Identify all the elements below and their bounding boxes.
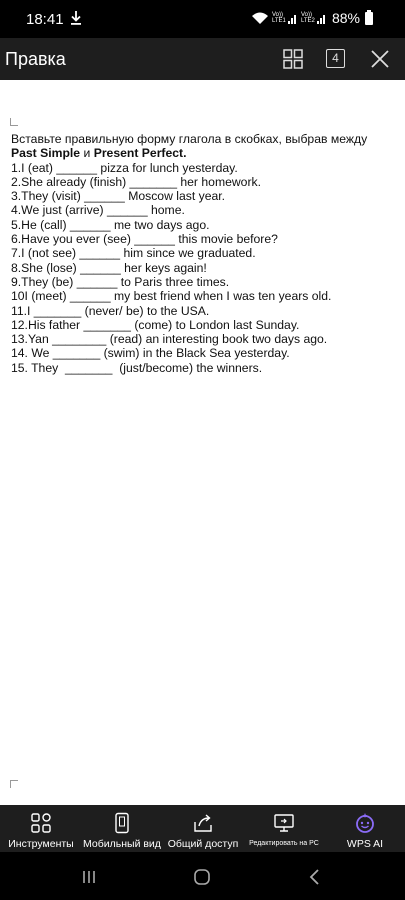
monitor-icon [273,812,295,834]
mobile-view-label: Мобильный вид [83,838,161,850]
instruction-line: Вставьте правильную форму глагола в скобках, выбрав между [11,132,368,146]
exercise-line: 13.Yan ________ (read) an interesting book two days ago. [11,332,328,347]
status-indicators [251,10,373,26]
exercise-line: 10I (meet) ______ my best friend when I was ten years old. [11,289,332,304]
mobile-view-button[interactable] [82,805,162,852]
sim1-signal [272,12,298,24]
instruction-tenses [11,146,396,160]
recent-apps-icon[interactable] [80,868,98,886]
document-page[interactable] [0,80,405,805]
edit-on-pc-label: Редактировать на PC [249,840,319,847]
tense-past-simple: Past Simple [11,146,81,161]
status-time: 18:41 [26,11,64,28]
page-corner-mark [10,780,18,788]
edit-on-pc-button[interactable] [244,805,324,852]
exercise-line: 4.We just (arrive) ______ home. [11,203,185,218]
wifi-icon [251,11,269,25]
wps-ai-button[interactable] [328,805,402,852]
exercise-line: 14. We _______ (swim) in the Black Sea yesterday. [11,346,290,361]
exercise-line: 9.They (be) ______ to Paris three times. [11,274,230,289]
share-icon [192,812,214,834]
page-corner-mark [10,118,18,126]
exercise-line: 15. They _______ (just/become) the winners. [11,360,263,375]
home-icon[interactable] [193,868,211,886]
sim1-volte: Vo)) [271,12,283,18]
exercise-line: 11.I _______ (never/ be) to the USA. [11,303,210,318]
document-text[interactable] [11,132,396,375]
sim2-label: LTE2 [300,18,315,24]
exercise-line: 7.I (not see) ______ him since we graduated. [11,246,256,261]
close-icon[interactable] [368,47,392,71]
mobile-view-icon [111,812,133,834]
tools-label: Инструменты [8,838,74,850]
signal-bars-icon [288,12,298,24]
grid-view-icon[interactable] [281,47,305,71]
back-icon[interactable] [306,868,324,886]
exercise-line: 2.She already (finish) _______ her homework. [11,174,261,189]
download-icon [70,10,82,26]
tense-end: . [183,146,187,161]
sim1-label: LTE1 [271,18,286,24]
sim2-signal [301,12,327,24]
exercise-line: 3.They (visit) ______ Moscow last year. [11,189,226,204]
tense-conjunction: и [80,146,94,161]
signal-bars-icon [317,12,327,24]
wps-ai-label: WPS AI [346,838,384,850]
share-label: Общий доступ [167,838,239,850]
exercise-line: 12.His father _______ (come) to London last Sunday. [11,317,300,332]
battery-percent: 88% [331,10,360,26]
bottom-toolbar [0,805,405,852]
tense-present-perfect: Present Perfect [93,146,184,161]
wps-ai-icon [354,812,376,834]
share-button[interactable] [164,805,242,852]
page-count-button[interactable]: 4 [326,49,345,68]
app-header [0,38,405,80]
status-bar [0,0,405,38]
exercise-line: 8.She (lose) ______ her keys again! [11,260,207,275]
tools-button[interactable] [2,805,80,852]
exercise-line: 1.I (eat) ______ pizza for lunch yesterday. [11,160,238,175]
exercise-line: 6.Have you ever (see) ______ this movie before? [11,232,278,247]
page-title: Правка [5,49,66,69]
tools-icon [30,812,52,834]
system-nav-bar [0,852,405,900]
sim2-volte: Vo)) [300,12,312,18]
exercise-line: 5.He (call) ______ me two days ago. [11,217,210,232]
battery-icon [365,12,373,25]
